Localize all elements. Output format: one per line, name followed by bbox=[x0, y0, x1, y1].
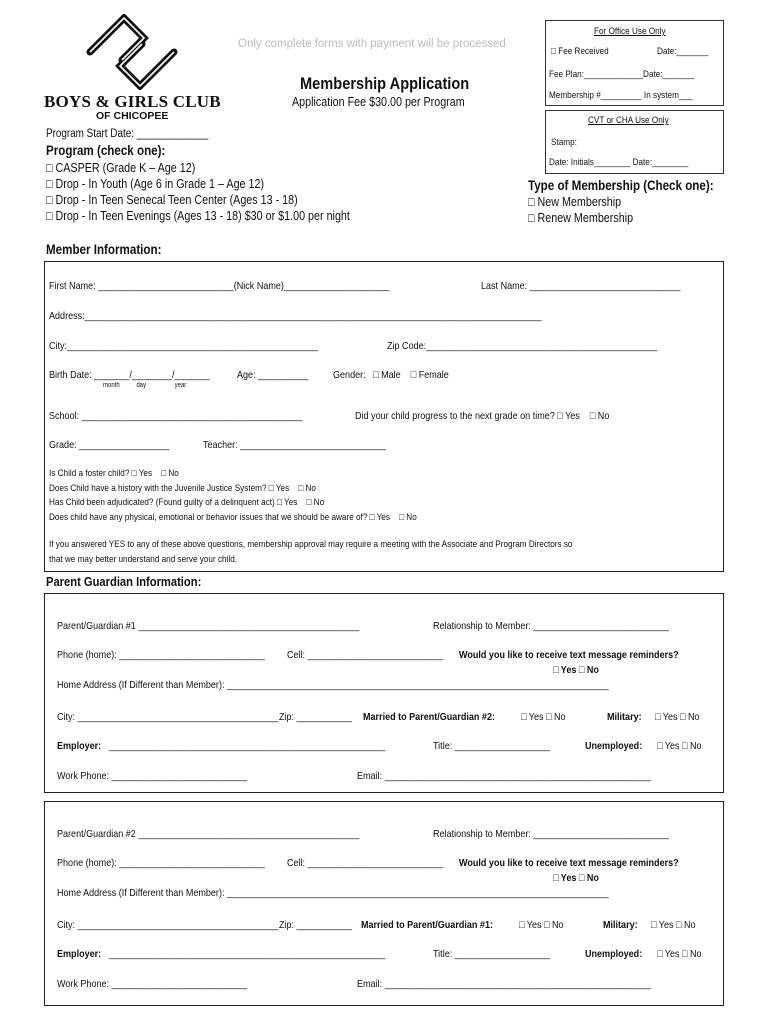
guardian-name-field[interactable]: Parent/Guardian #2 ____________________________________________ bbox=[57, 828, 360, 840]
program-heading: Program (check one): bbox=[46, 143, 166, 158]
city-field[interactable]: City: ________________________________________ bbox=[57, 711, 279, 723]
work-phone-field[interactable]: Work Phone: ___________________________ bbox=[57, 978, 248, 990]
guardian-2-box bbox=[44, 801, 724, 1006]
fee-received-checkbox[interactable]: □ Fee Received bbox=[551, 46, 609, 57]
unemployed-label: Unemployed: bbox=[585, 740, 643, 752]
initials-date-field: Date: Initials________ Date:________ bbox=[549, 157, 689, 168]
married-label: Married to Parent/Guardian #1: bbox=[361, 919, 493, 931]
cell-field[interactable]: Cell: ___________________________ bbox=[287, 649, 444, 661]
zip-code-field[interactable]: Zip Code:______________________________________________ bbox=[387, 340, 658, 352]
juvenile-justice-question[interactable]: Does Child have a history with the Juvenile Justice System? □ Yes □ No bbox=[49, 483, 316, 494]
married-options[interactable]: □ Yes □ No bbox=[521, 711, 566, 723]
birth-date-field[interactable]: Birth Date: _______/________/_______ bbox=[49, 369, 210, 381]
unemployed-label: Unemployed: bbox=[585, 948, 643, 960]
program-start-date[interactable]: Program Start Date: _____________ bbox=[46, 128, 209, 140]
city-field[interactable]: City:__________________________________________________ bbox=[49, 340, 319, 352]
employer-label: Employer: bbox=[57, 948, 102, 960]
married-options[interactable]: □ Yes □ No bbox=[519, 919, 564, 931]
text-reminder-options[interactable]: □ Yes □ No bbox=[553, 664, 599, 676]
relationship-field[interactable]: Relationship to Member: ___________________________ bbox=[433, 620, 669, 632]
approval-note: If you answered YES to any of these above questions, membership approval may require a meeting with the Associate and Program Directors so bbox=[49, 539, 573, 550]
processing-notice: Only complete forms with payment will be processed bbox=[238, 38, 506, 50]
cvt-cha-box bbox=[545, 110, 724, 174]
office-use-box bbox=[545, 20, 724, 106]
unemployed-options[interactable]: □ Yes □ No bbox=[657, 740, 702, 752]
foster-child-question[interactable]: Is Child a foster child? □ Yes □ No bbox=[49, 468, 179, 479]
office-use-title: For Office Use Only bbox=[594, 26, 666, 37]
address-field[interactable]: Address:___________________________________________________________________________________________ bbox=[49, 310, 542, 322]
teacher-field[interactable]: Teacher: _____________________________ bbox=[203, 439, 386, 451]
logo bbox=[44, 14, 219, 124]
guardian-1-box bbox=[44, 593, 724, 793]
employer-field[interactable]: _______________________________________________________ bbox=[109, 740, 386, 752]
home-address-field[interactable]: Home Address (If Different than Member): ____________________________________________________________________________ bbox=[57, 679, 609, 691]
cvt-cha-title: CVT or CHA Use Only bbox=[588, 115, 669, 126]
zip-field[interactable]: Zip: ___________ bbox=[279, 711, 352, 723]
employer-label: Employer: bbox=[57, 740, 102, 752]
last-name-field[interactable]: Last Name: ______________________________ bbox=[481, 280, 681, 292]
married-label: Married to Parent/Guardian #2: bbox=[363, 711, 495, 723]
cell-field[interactable]: Cell: ___________________________ bbox=[287, 857, 444, 869]
title-field[interactable]: Title: ___________________ bbox=[433, 740, 551, 752]
zip-field[interactable]: Zip: ___________ bbox=[279, 919, 352, 931]
fee-received-date: Date:_______ bbox=[657, 46, 709, 57]
employer-field[interactable]: _______________________________________________________ bbox=[109, 948, 386, 960]
home-address-field[interactable]: Home Address (If Different than Member): ____________________________________________________________________________ bbox=[57, 887, 609, 899]
military-label: Military: bbox=[603, 919, 638, 931]
title-field[interactable]: Title: ___________________ bbox=[433, 948, 551, 960]
age-field[interactable]: Age: __________ bbox=[237, 369, 309, 381]
work-phone-field[interactable]: Work Phone: ___________________________ bbox=[57, 770, 248, 782]
fee-plan-field: Fee Plan:_____________Date:_______ bbox=[549, 69, 695, 80]
behavior-issues-question[interactable]: Does child have any physical, emotional or behavior issues that we should be aware of? □ Yes □ No bbox=[49, 512, 417, 523]
logo-org-name: BOYS & GIRLS CLUB bbox=[44, 92, 221, 111]
military-label: Military: bbox=[607, 711, 642, 723]
military-options[interactable]: □ Yes □ No bbox=[651, 919, 696, 931]
text-reminder-options[interactable]: □ Yes □ No bbox=[553, 872, 599, 884]
program-option[interactable]: □ Drop - In Youth (Age 6 in Grade 1 – Age 12) bbox=[46, 177, 265, 191]
grade-progress-question[interactable]: Did your child progress to the next grade on time? □ Yes □ No bbox=[355, 410, 610, 422]
program-option[interactable]: □ Drop - In Teen Evenings (Ages 13 - 18) $30 or $1.00 per night bbox=[46, 209, 350, 223]
home-phone-field[interactable]: Phone (home): _____________________________ bbox=[57, 649, 265, 661]
new-membership-option[interactable]: □ New Membership bbox=[528, 195, 622, 209]
grade-field[interactable]: Grade: __________________ bbox=[49, 439, 170, 451]
email-field[interactable]: Email: _____________________________________________________ bbox=[357, 978, 651, 990]
renew-membership-option[interactable]: □ Renew Membership bbox=[528, 211, 634, 225]
program-option[interactable]: □ CASPER (Grade K – Age 12) bbox=[46, 161, 196, 175]
home-phone-field[interactable]: Phone (home): _____________________________ bbox=[57, 857, 265, 869]
application-fee: Application Fee $30.00 per Program bbox=[292, 95, 465, 109]
unemployed-options[interactable]: □ Yes □ No bbox=[657, 948, 702, 960]
guardian-name-field[interactable]: Parent/Guardian #1 ____________________________________________ bbox=[57, 620, 360, 632]
membership-number-field: Membership #_________ In system___ bbox=[549, 90, 693, 101]
text-reminder-question: Would you like to receive text message reminders? bbox=[459, 649, 679, 661]
membership-type-heading: Type of Membership (Check one): bbox=[528, 178, 714, 193]
logo-sub-name: OF CHICOPEE bbox=[96, 110, 169, 122]
first-name-field[interactable]: First Name: ___________________________(Nick Name)_____________________ bbox=[49, 280, 390, 292]
stamp-field: Stamp: bbox=[551, 137, 577, 148]
email-field[interactable]: Email: _____________________________________________________ bbox=[357, 770, 651, 782]
page-title: Membership Application bbox=[300, 74, 470, 93]
parent-guardian-heading: Parent Guardian Information: bbox=[46, 574, 202, 589]
program-option[interactable]: □ Drop - In Teen Senecal Teen Center (Ages 13 - 18) bbox=[46, 193, 298, 207]
boys-girls-club-logo-icon bbox=[82, 14, 182, 90]
text-reminder-question: Would you like to receive text message reminders? bbox=[459, 857, 679, 869]
relationship-field[interactable]: Relationship to Member: ___________________________ bbox=[433, 828, 669, 840]
birth-date-sublabels: month day year bbox=[103, 382, 187, 389]
school-field[interactable]: School: ____________________________________________ bbox=[49, 410, 303, 422]
city-field[interactable]: City: ________________________________________ bbox=[57, 919, 279, 931]
gender-field[interactable]: Gender: □ Male □ Female bbox=[333, 369, 449, 381]
member-info-heading: Member Information: bbox=[46, 242, 162, 257]
approval-note: that we may better understand and serve your child. bbox=[49, 554, 238, 565]
member-info-box bbox=[44, 261, 724, 572]
military-options[interactable]: □ Yes □ No bbox=[655, 711, 700, 723]
adjudicated-question[interactable]: Has Child been adjudicated? (Found guilty of a delinquent act) □ Yes □ No bbox=[49, 497, 325, 508]
